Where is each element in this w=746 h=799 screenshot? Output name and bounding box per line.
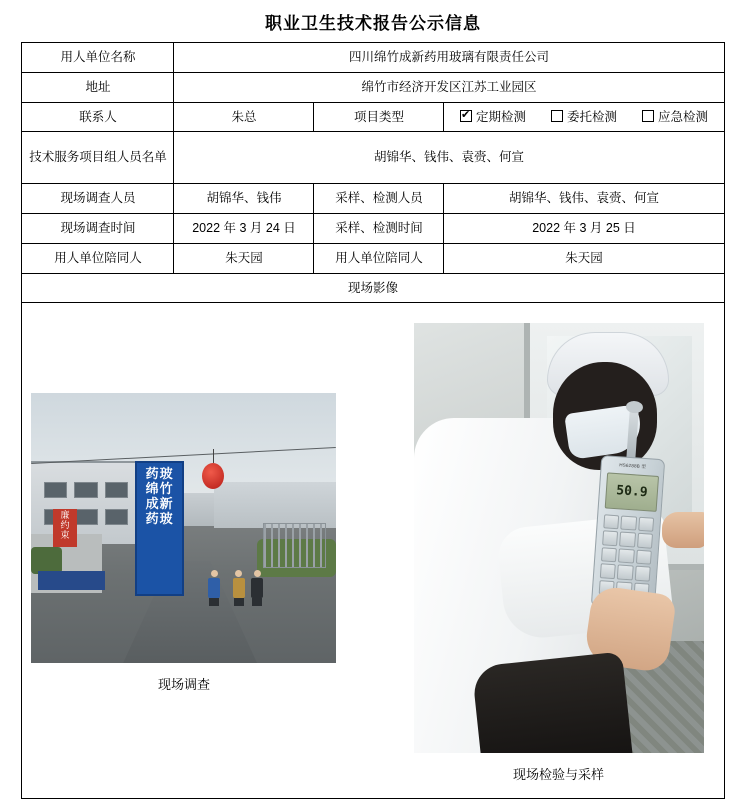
survey-staff-label: 现场调查人员	[22, 184, 174, 214]
accompany-label-2: 用人单位陪同人	[314, 243, 444, 273]
survey-time-label: 现场调查时间	[22, 214, 174, 244]
page-title: 职业卫生技术报告公示信息	[265, 14, 481, 33]
sound-level-meter	[591, 454, 665, 610]
checkbox-icon[interactable]	[460, 110, 472, 122]
table-row-team	[22, 132, 724, 184]
employer-value: 四川绵竹成新药用玻璃有限责任公司	[174, 43, 724, 73]
media-item-survey	[22, 303, 336, 699]
checkbox-icon[interactable]	[642, 110, 654, 122]
table-row-accompany	[22, 243, 724, 273]
meter-reading: 50.9	[605, 472, 659, 512]
address-value: 绵竹市经济开发区江苏工业园区	[174, 72, 724, 102]
photo-testing-sampling	[414, 323, 704, 753]
team-value: 胡锦华、钱伟、袁赍、何宣	[174, 132, 724, 184]
accompany-value-1: 朱天园	[174, 243, 314, 273]
survey-staff-value: 胡锦华、钱伟	[174, 184, 314, 214]
factory-sign: 药玻 绵竹 成新 药玻	[135, 461, 184, 596]
project-type-option-1[interactable]	[551, 108, 617, 127]
sampling-time-label: 采样、检测时间	[314, 214, 444, 244]
meter-brand-label: HS6288B 型	[619, 461, 647, 469]
project-type-option-1-label: 委托检测	[566, 109, 617, 124]
photo-sampling-caption: 现场检验与采样	[512, 767, 604, 783]
table-row-media	[22, 303, 724, 799]
media-header: 现场影像	[22, 273, 724, 303]
red-banner: 廉 约 束	[53, 509, 77, 547]
contact-value: 朱总	[174, 102, 314, 132]
survey-time-value: 2022 年 3 月 24 日	[174, 214, 314, 244]
table-row-employer	[22, 43, 724, 73]
meter-keypad[interactable]	[599, 514, 654, 597]
checkbox-icon[interactable]	[551, 110, 563, 122]
project-type-option-2[interactable]	[642, 108, 708, 127]
public-info-table	[21, 42, 724, 799]
table-row-times	[22, 214, 724, 244]
sampling-time-value: 2022 年 3 月 25 日	[444, 214, 724, 244]
address-label: 地址	[22, 72, 174, 102]
sampling-staff-value: 胡锦华、钱伟、袁赍、何宣	[444, 184, 724, 214]
project-type-option-2-label: 应急检测	[657, 109, 708, 124]
project-type-options	[444, 102, 724, 132]
table-row-media-header	[22, 273, 724, 303]
project-type-label: 项目类型	[314, 102, 444, 132]
project-type-option-0-label: 定期检测	[475, 109, 526, 124]
table-row-address	[22, 72, 724, 102]
team-label: 技术服务项目组人员名单	[22, 132, 174, 184]
factory-gate	[263, 523, 326, 568]
sampling-staff-label: 采样、检测人员	[314, 184, 444, 214]
employer-label: 用人单位名称	[22, 43, 174, 73]
project-type-option-0[interactable]	[460, 108, 526, 127]
media-item-sampling	[414, 303, 724, 789]
accompany-value-2: 朱天园	[444, 243, 724, 273]
media-cell	[22, 303, 724, 799]
photo-site-survey	[31, 393, 336, 663]
contact-label: 联系人	[22, 102, 174, 132]
table-row-survey-staff	[22, 184, 724, 214]
photo-survey-caption: 现场调查	[157, 677, 210, 693]
table-row-contact	[22, 102, 724, 132]
accompany-label-1: 用人单位陪同人	[22, 243, 174, 273]
